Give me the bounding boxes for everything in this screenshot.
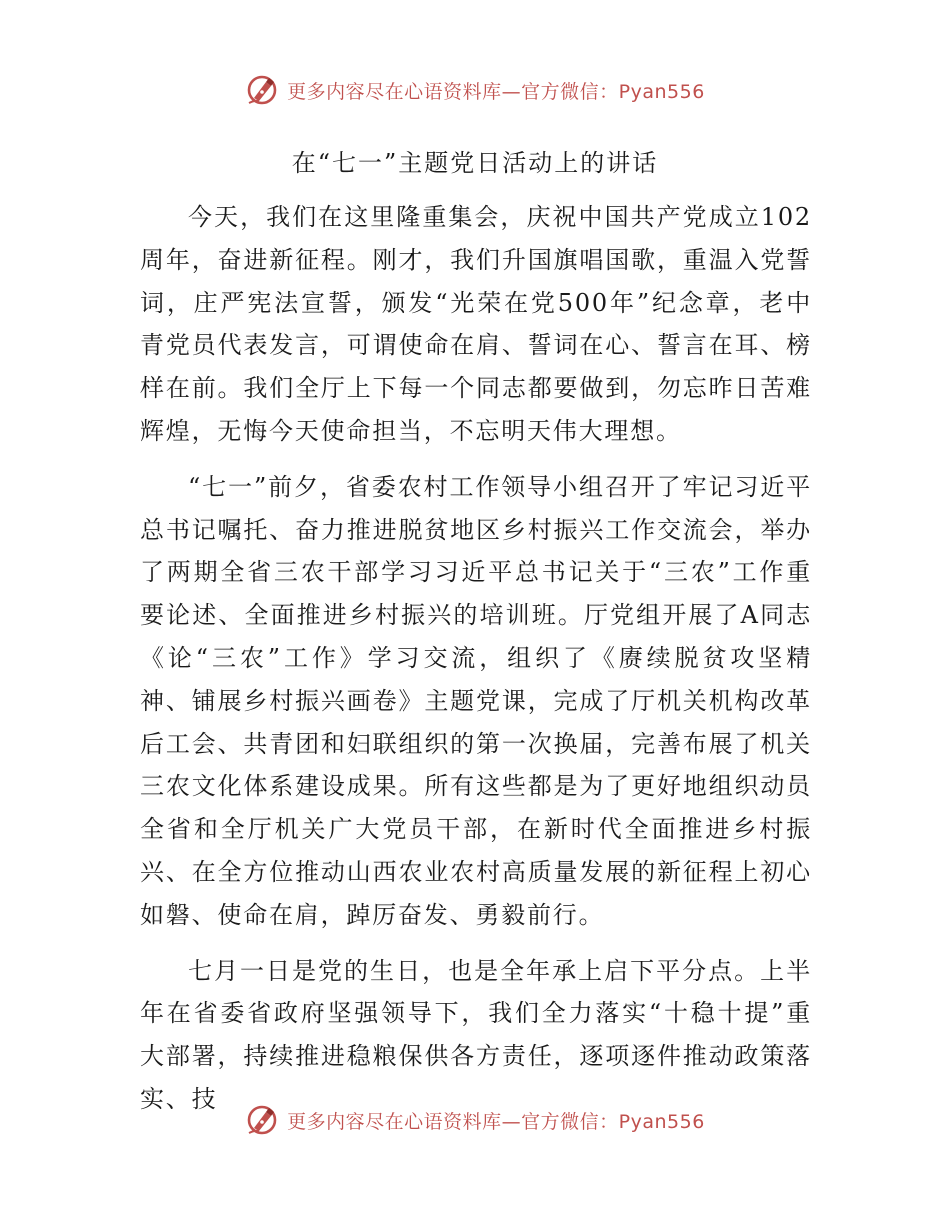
- header-banner: [0, 70, 950, 110]
- document-body: [140, 196, 812, 1121]
- document-title: 在“七一”主题党日活动上的讲话: [291, 149, 659, 177]
- paragraph: 今天，我们在这里隆重集会，庆祝中国共产党成立102周年，奋进新征程。刚才，我们升国旗唱国歌，重温入党誓词，庄严宪法宣誓，颁发“光荣在党500年”纪念章，老中青党员代表发言，可谓使命在肩、誓词在心、誓言在耳、榜样在前。我们全厅上下每一个同志都要做到，勿忘昨日苦难辉煌，无悔今天使命担当，不忘明天伟大理想。: [140, 203, 812, 445]
- footer-banner: [0, 1100, 950, 1140]
- header-banner-text: 更多内容尽在心语资料库—官方微信：Pyan556: [287, 80, 705, 103]
- footer-banner-text: 更多内容尽在心语资料库—官方微信：Pyan556: [287, 1110, 705, 1133]
- paragraph: 七月一日是党的生日，也是全年承上启下平分点。上半年在省委省政府坚强领导下，我们全力落实“十稳十提”重大部署，持续推进稳粮保供各方责任，逐项逐件推动政策落实、技: [140, 956, 812, 1113]
- pen-nib-logo-icon: [245, 1103, 279, 1137]
- paragraph: “七一”前夕，省委农村工作领导小组召开了牢记习近平总书记嘱托、奋力推进脱贫地区乡村振兴工作交流会，举办了两期全省三农干部学习习近平总书记关于“三农”工作重要论述、全面推进乡村振兴的培训班。厅党组开展了A同志《论“三农”工作》学习交流，组织了《赓续脱贫攻坚精神、铺展乡村振兴画卷》主题党课，完成了厅机关机构改革后工会、共青团和妇联组织的第一次换届，完善布展了机关三农文化体系建设成果。所有这些都是为了更好地组织动员全省和全厅机关广大党员干部，在新时代全面推进乡村振兴、在全方位推动山西农业农村高质量发展的新征程上初心如磐、使命在肩，踔厉奋发、勇毅前行。: [140, 472, 812, 929]
- pen-nib-logo-icon: [245, 73, 279, 107]
